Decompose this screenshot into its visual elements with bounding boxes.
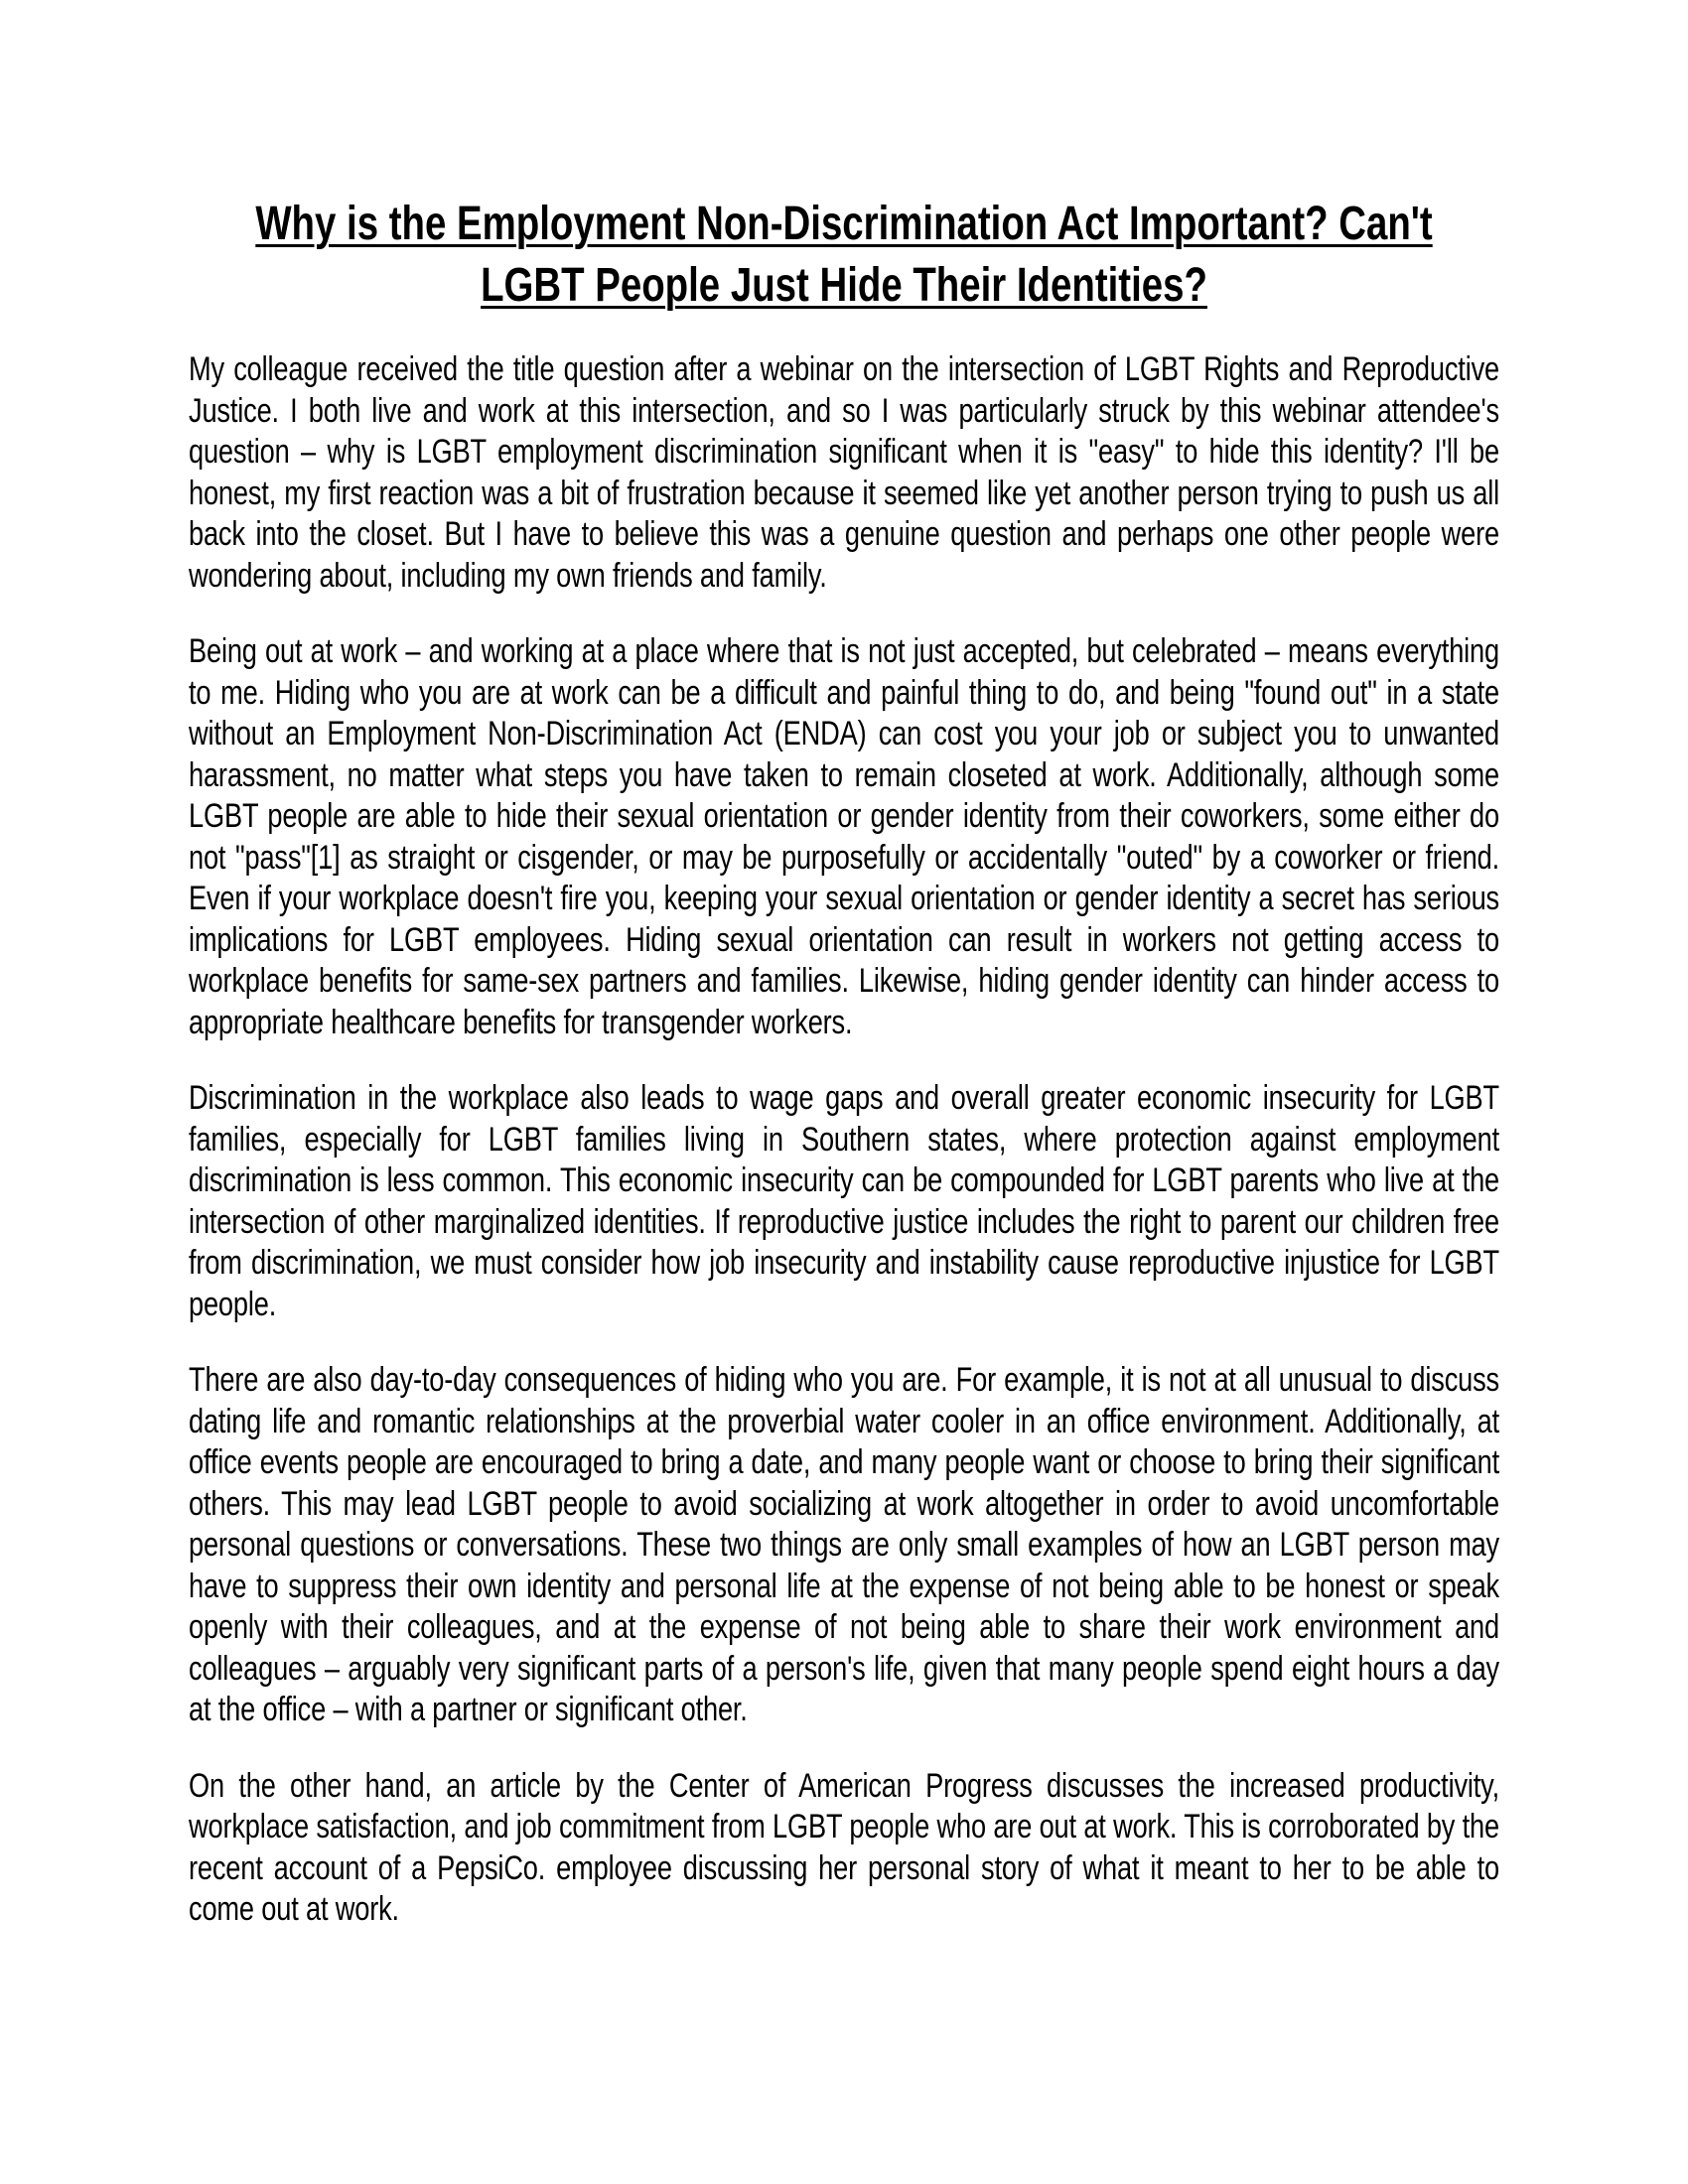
document-title-line-1 xyxy=(189,194,1499,255)
paragraph: Being out at work – and working at a place where that is not just accepted, but celebrated – means everything to me. Hiding who you are at work can be a difficult and painful thing to do, and being "found out" in a state without an Employment Non-Discrimination Act (ENDA) can cost you your job or subject you to unwanted harassment, no matter what steps you have taken to remain closeted at work. Additionally, although some LGBT people are able to hide their sexual orientation or gender identity from their coworkers, some either do not "pass"[1] as straight or cisgender, or may be purposefully or accidentally "outed" by a coworker or friend. Even if your workplace doesn't fire you, keeping your sexual orientation or gender identity a secret has serious implications for LGBT employees. Hiding sexual orientation can result in workers not getting access to workplace benefits for same-sex partners and families. Likewise, hiding gender identity can hinder access to appropriate healthcare benefits for transgender workers. xyxy=(189,632,1499,1041)
paragraph: Discrimination in the workplace also leads to wage gaps and overall greater economic insecurity for LGBT families, especially for LGBT families living in Southern states, where protection against employment discrimination is less common. This economic insecurity can be compounded for LGBT parents who live at the intersection of other marginalized identities. If reproductive justice includes the right to parent our children free from discrimination, we must consider how job insecurity and instability cause reproductive injustice for LGBT people. xyxy=(189,1079,1499,1323)
paragraph: My colleague received the title question after a webinar on the intersection of LGBT Rights and Reproductive Justice. I both live and work at this intersection, and so I was particularly struck by this webinar attendee's question – why is LGBT employment discrimination significant when it is "easy" to hide this identity? I'll be honest, my first reaction was a bit of frustration because it seemed like yet another person trying to push us all back into the closet. But I have to believe this was a genuine question and perhaps one other people were wondering about, including my own friends and family. xyxy=(189,350,1499,595)
document-title-line-2 xyxy=(189,255,1499,317)
paragraph: On the other hand, an article by the Center of American Progress discusses the increased productivity, workplace satisfaction, and job commitment from LGBT people who are out at work. This is corroborated by the recent account of a PepsiCo. employee discussing her personal story of what it meant to her to be able to come out at work. xyxy=(189,1766,1499,1928)
document-body xyxy=(189,317,1499,1931)
document-title-text-2: LGBT People Just Hide Their Identities? xyxy=(481,259,1207,312)
text-column xyxy=(189,194,1499,1931)
paragraph: There are also day-to-day consequences of hiding who you are. For example, it is not at all unusual to discuss dating life and romantic relationships at the proverbial water cooler in an office environment. Additionally, at office events people are encouraged to bring a date, and many people want or choose to bring their significant others. This may lead LGBT people to avoid socializing at work altogether in order to avoid uncomfortable personal questions or conversations. These two things are only small examples of how an LGBT person may have to suppress their own identity and personal life at the expense of not being able to be honest or speak openly with their colleagues, and at the expense of not being able to share their work environment and colleagues – arguably very significant parts of a person's life, given that many people spend eight hours a day at the office – with a partner or significant other. xyxy=(189,1361,1499,1728)
document-title-text-1: Why is the Employment Non-Discrimination Act Important? Can't xyxy=(255,198,1433,250)
document-title xyxy=(189,194,1499,317)
